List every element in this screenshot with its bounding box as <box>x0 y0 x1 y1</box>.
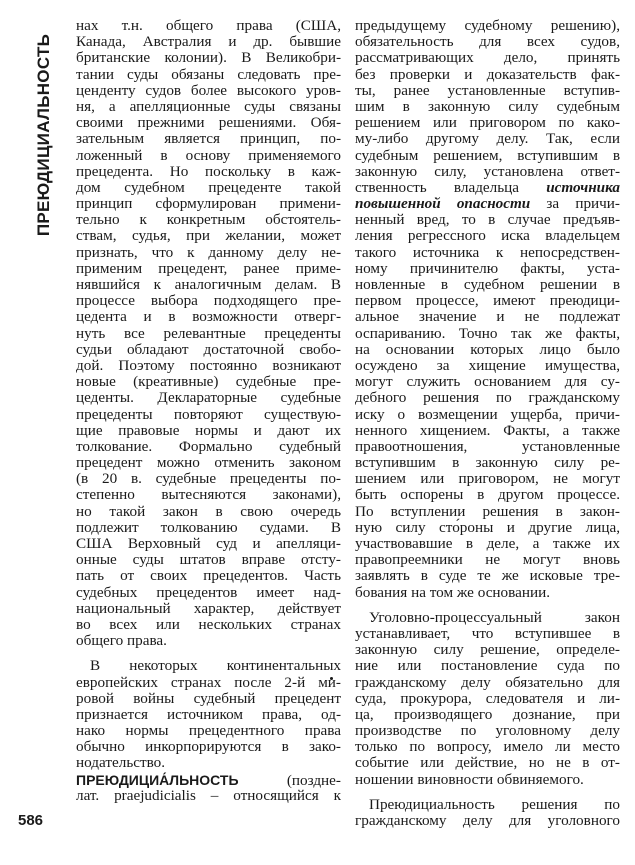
text-line: могут служить основанием для су- <box>355 373 620 391</box>
text-line: обязательность для всех судов, <box>355 33 620 51</box>
text-line: правопреемники не могут вновь <box>355 551 620 569</box>
text-line: первом процессе, имеют преюдици- <box>355 292 620 310</box>
text-line <box>355 180 620 196</box>
text-line: быть оспорены в другом процессе. <box>355 486 620 504</box>
text-line: на основании которых лицо было <box>355 340 620 358</box>
right-paragraph-1 <box>355 18 620 601</box>
text-line: решением или приговором по како- <box>355 114 620 132</box>
text-line: ровой войны судебный прецедент <box>76 689 341 707</box>
text-line: нах т.н. общего права (США, <box>76 17 341 34</box>
text-line: тельно к конкретным обстоятель- <box>76 211 341 229</box>
text-line: событие или действие, но не в от- <box>355 754 620 772</box>
text-line: нако нормы прецедентного права <box>76 722 341 740</box>
text-line: нявшийся к аналогичным делам. В <box>76 276 341 293</box>
text-line: оспариванию. Точно так же факты, <box>355 324 620 342</box>
text-line: британские колонии). В Великобри- <box>76 49 341 67</box>
text-line: принцип сформулирован примени- <box>76 195 341 213</box>
text-line: (в 20 в. судебные прецеденты по- <box>76 470 341 488</box>
text-line: шим в законную силу судебным <box>355 97 620 115</box>
text-line: ца, производящего дознание, при <box>355 705 620 723</box>
text-line: толкование. Формально судебный <box>76 437 341 455</box>
text-line: ты, ранее установленные вступив- <box>355 81 620 99</box>
text-line: ня, а апелляционные суды связаны <box>76 97 341 115</box>
right-paragraph-2 <box>355 610 620 788</box>
text-line: онные суды штатов вправе отсту- <box>76 551 341 569</box>
text-line: По вступлении решения в закон- <box>355 502 620 520</box>
page-number: 586 <box>18 812 44 829</box>
text-line: шением или приговором, не могут <box>355 470 620 488</box>
text-line: заявлять в суде те же исковые тре- <box>355 567 620 585</box>
text-line: цеденты. Деклараторные судебные <box>76 389 341 407</box>
text-line: признается источником права, од- <box>76 705 341 723</box>
text-line: но такой закон в свою очередь <box>76 502 341 520</box>
text-line: подлежит толкованию судами. В <box>76 518 341 536</box>
text-line: прецеденты повторяют существую- <box>76 405 341 423</box>
text-line: му-либо другому делу. Так, если <box>355 130 620 148</box>
running-head <box>32 30 56 240</box>
text-line: цедента и в возможности отверг- <box>76 308 341 326</box>
emphasis-term: повышенной опасности <box>355 195 531 213</box>
text-line: европейских странах после 2-й ми- <box>76 673 341 691</box>
emphasis-term: источника <box>546 178 620 196</box>
text-line: дой. Поэтому постоянно возникают <box>76 356 341 374</box>
running-head-text: ПРЕЮДИЦИАЛЬНОСТЬ <box>34 33 53 237</box>
text-line: без проверки и доказательств фак- <box>355 65 620 83</box>
text-line: прецедент можно отменить законом <box>76 454 341 472</box>
text-line: тании суды обязаны следовать пре- <box>76 65 341 83</box>
text-line: рассматривающих дело, принять <box>355 49 620 67</box>
text-line <box>355 196 620 212</box>
text-line: новые (креативные) судебные пре- <box>76 373 341 391</box>
text-line: законную силу, установлена ответ- <box>355 162 620 180</box>
text-line: щие правовые нормы и дают их <box>76 421 341 439</box>
text-line: иску о возмещении ущерба, причи- <box>355 405 620 423</box>
text-line: прецедента. Но поскольку в каж- <box>76 162 341 180</box>
text-line: Преюдициальность решения по <box>369 795 620 813</box>
right-paragraph-3 <box>355 797 620 829</box>
text-line: признать, что к данному делу не- <box>76 243 341 261</box>
text-line: Канада, Австралия и др. бывшие <box>76 33 341 51</box>
text-line: только по вопросу, имело ли место <box>355 738 620 756</box>
text-line: зательным является принцип, по- <box>76 130 341 148</box>
text-line: такого источника к непосредствен- <box>355 243 620 261</box>
text-line: ложенный в основу применяемого <box>76 146 341 164</box>
text-line: во всех или нескольких странах <box>76 615 341 633</box>
text-line: ненного хищением. Факты, а также <box>355 421 620 439</box>
text-line: устанавливает, что вступившее в <box>355 624 620 642</box>
text-line: ления регрессного иска владельцем <box>355 227 620 245</box>
text-line: национальный характер, действует <box>76 599 341 617</box>
text-line: дом судебном прецеденте такой <box>76 178 341 196</box>
entry-etymology-line: лат. praejudicialis – относящийся к <box>76 786 341 804</box>
text-line: ствам, судья, при желании, может <box>76 227 341 245</box>
text-line: суда, прокурора, следователя и ли- <box>355 689 620 707</box>
text-line: участвовавшие в деле, а также их <box>355 535 620 552</box>
text-line: общего права. <box>76 632 167 650</box>
text-line: законную силу решение, определе- <box>355 641 620 659</box>
text-line: ценденту судов более высокого уров- <box>76 81 341 99</box>
text-line: судьи обладают достаточной свобо- <box>76 340 341 358</box>
text-line: нуть все релевантные прецеденты <box>76 324 341 342</box>
right-column <box>355 18 620 829</box>
text-line: бования на том же основании. <box>355 583 551 601</box>
text-line: процессе выбора подходящего пре- <box>76 292 341 310</box>
text-line: дебного решения по гражданскому <box>355 389 620 407</box>
entry-headword: ПРЕЮДИЦИА́ЛЬНОСТЬ <box>76 771 239 788</box>
left-column <box>76 18 341 804</box>
text-line: степенно вытесняются законами), <box>76 486 341 504</box>
text-line: ному причинителю факты, уста- <box>355 259 620 277</box>
text-line: осуждено за хищение имущества, <box>355 356 620 374</box>
text-line: ние или постановление суда по <box>355 657 620 675</box>
entry-etymology-start: (поздне- <box>238 771 341 789</box>
left-paragraph-1 <box>76 18 341 649</box>
text-line: вступившим в законную силу ре- <box>355 454 620 472</box>
dictionary-entry <box>76 772 341 804</box>
left-paragraph-2 <box>76 658 341 771</box>
text-line: ную силу сто́роны и другие лица, <box>355 518 620 536</box>
text-line: применим прецедент, ранее приме- <box>76 259 341 277</box>
text-line: Уголовно-процессуальный закон <box>369 608 620 626</box>
text-line: гражданскому делу для уголовного <box>355 812 620 829</box>
text-line: обычно инкорпорируются в зако- <box>76 738 341 756</box>
text-line: В некоторых континентальных <box>90 657 341 675</box>
text-line: предыдущему судебному решению), <box>355 17 620 34</box>
text-line: гражданскому делу обязательно для <box>355 673 620 691</box>
text-fragment: за причи- <box>530 195 620 213</box>
text-line: пать от своих прецедентов. Часть <box>76 567 341 585</box>
text-line: альное значение и не подлежат <box>355 308 620 326</box>
text-line: своими прежними решениями. Обя- <box>76 114 341 132</box>
text-fragment: ственность владельца <box>355 178 520 196</box>
text-line: судебных прецедентов имеет над- <box>76 583 341 601</box>
text-line: ношении виновности обвиняемого. <box>355 770 584 788</box>
text-line: нодательство. <box>76 754 166 772</box>
text-line: новленные в судебном решении в <box>355 276 620 293</box>
text-line: производстве по уголовному делу <box>355 722 620 740</box>
text-line: судебным решением, вступившим в <box>355 146 620 164</box>
text-line: правоотношения, установленные <box>355 437 620 455</box>
text-line: США Верховный суд и апелляци- <box>76 535 341 552</box>
text-line: ненный вред, то в случае предъяв- <box>355 211 620 229</box>
